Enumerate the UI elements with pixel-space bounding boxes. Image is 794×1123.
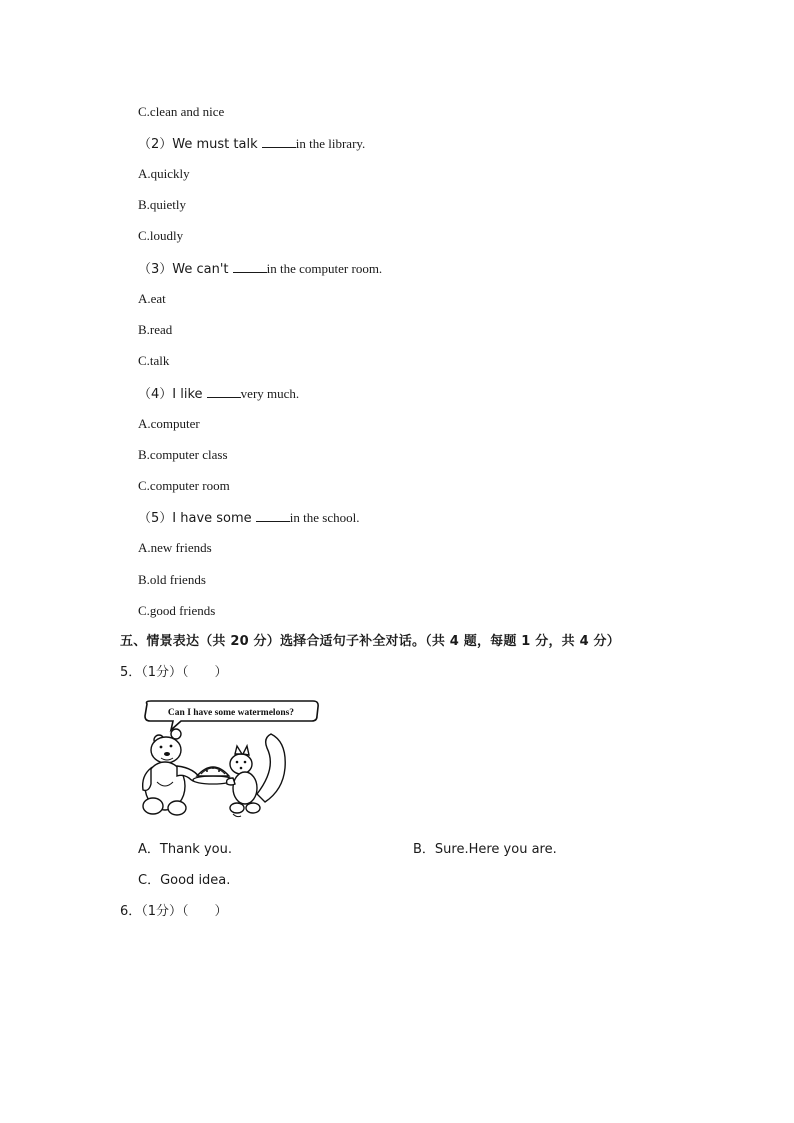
q5-option-b: B.old friends: [138, 572, 206, 587]
q5-stem-before: （5）I have some: [138, 511, 256, 526]
q4-option-c: C.computer room: [138, 478, 230, 493]
q2-option-b: B.quietly: [138, 197, 187, 212]
item5-option-b: B．Sure.Here you are.: [413, 842, 557, 857]
q3-option-c: C.talk: [138, 353, 170, 368]
q2-stem-after: in the library.: [295, 136, 366, 151]
q5-stem: [138, 509, 359, 527]
q3-stem: [138, 260, 382, 278]
answer-blank: [233, 260, 267, 273]
q4-stem-after: very much.: [240, 386, 300, 401]
bear-and-squirrel-illustration: [137, 698, 323, 826]
q1-option-c: C.clean and nice: [138, 104, 225, 119]
q5-option-c: C.good friends: [138, 603, 216, 618]
item5-number: 5．（1分）（ ）: [120, 665, 228, 680]
answer-blank: [207, 385, 241, 398]
section-heading: [120, 634, 620, 650]
q5-stem-after: in the school.: [289, 510, 360, 525]
q2-stem-before: （2）We must talk: [138, 137, 262, 152]
q3-stem-before: （3）We can't: [138, 262, 233, 277]
section-heading-main: 五、情景表达（共 20 分）选择合适句子补全对话。: [120, 634, 426, 649]
q4-stem: [138, 385, 299, 403]
answer-blank: [262, 135, 296, 148]
q4-option-a: A.computer: [138, 416, 200, 431]
q3-option-b: B.read: [138, 322, 173, 337]
section-heading-note: （共 4 题，每题 1 分，共 4 分）: [425, 634, 620, 649]
q2-option-c: C.loudly: [138, 228, 184, 243]
q4-option-b: B.computer class: [138, 447, 228, 462]
speech-bubble-text: Can I have some watermelons?: [167, 708, 295, 718]
item5-option-a: A．Thank you.: [138, 842, 232, 857]
item5-option-c: C．Good idea.: [138, 873, 231, 888]
dialogue-illustration: [137, 698, 323, 826]
q5-option-a: A.new friends: [138, 540, 212, 555]
answer-blank: [256, 509, 290, 522]
item6-number: 6．（1分）（ ）: [120, 904, 228, 919]
q3-stem-after: in the computer room.: [266, 261, 383, 276]
q4-stem-before: （4）I like: [138, 387, 207, 402]
q2-stem: [138, 135, 365, 153]
q2-option-a: A.quickly: [138, 166, 190, 181]
q3-option-a: A.eat: [138, 291, 166, 306]
